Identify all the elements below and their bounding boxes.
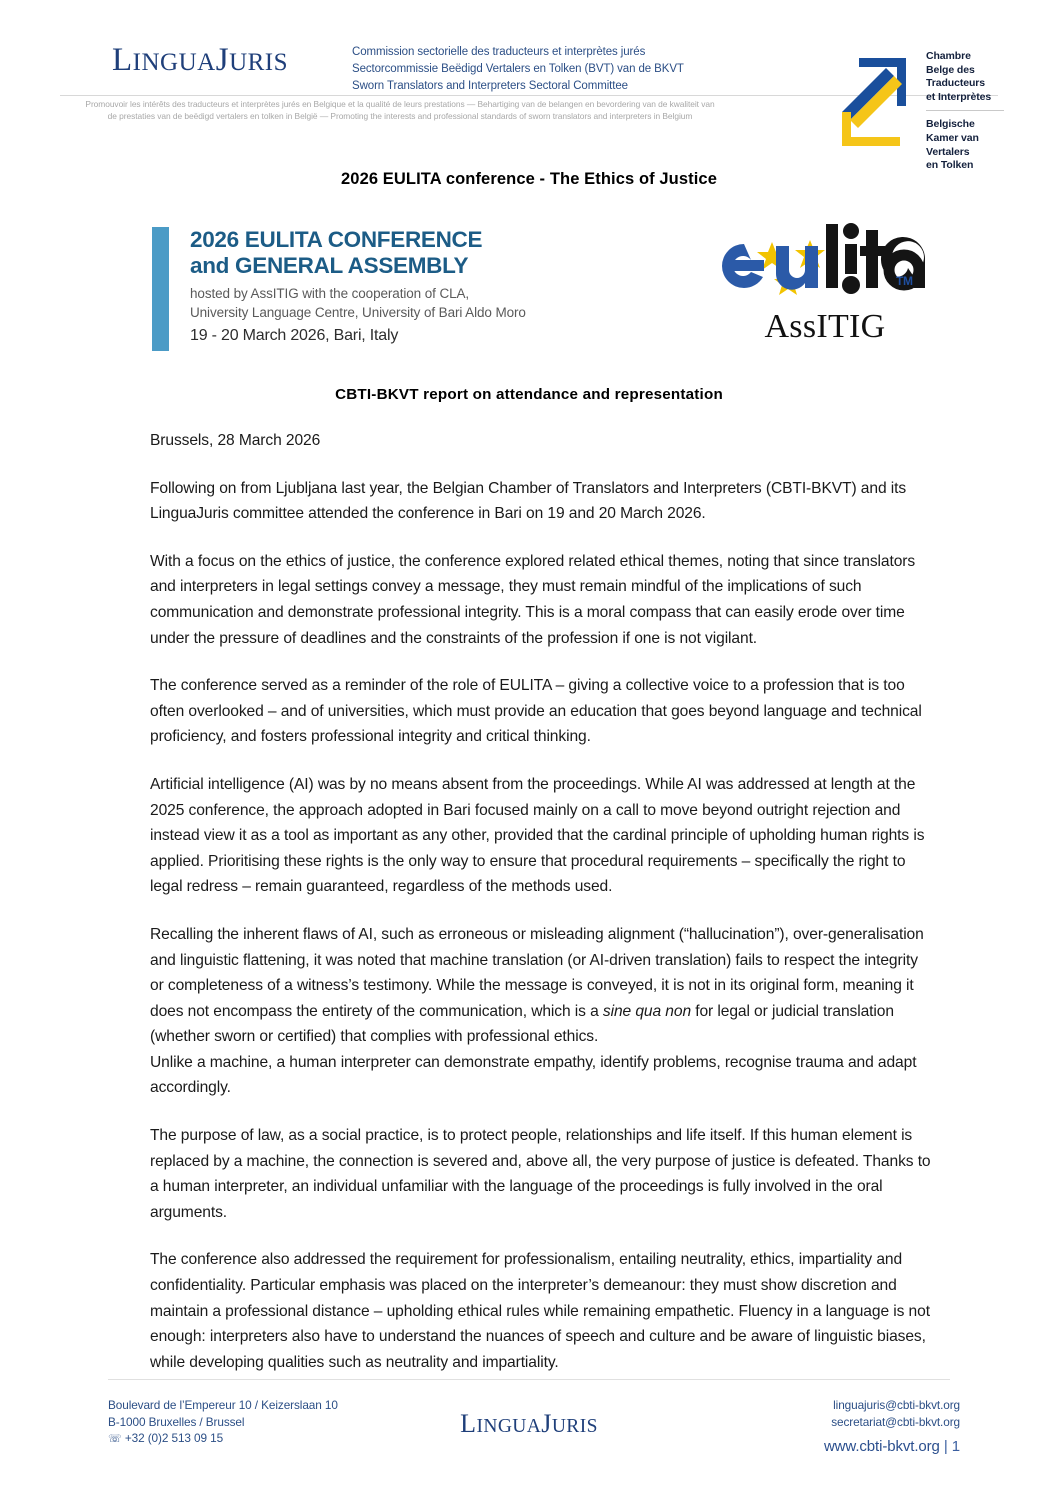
address-city: B-1000 Bruxelles / Brussel — [108, 1414, 245, 1429]
tagline-line-2: de prestaties van de beëdigd vertalers en tolken in België — Promoting the interests and professional standards of sworn translators and interpreters in Belgium — [107, 111, 693, 121]
banner-content — [190, 227, 526, 345]
footer-divider — [108, 1379, 950, 1380]
paragraph-professionalism: The conference also addressed the requirement for professionalism, entailing neutrality, ethics, impartiality and confidentiality. Particular emphasis was placed on the interpreter’s demeanour: they must show discretion and maintain a professional distance – upholding ethical rules while remaining empathetic. Fluency in a language is not enough: interpreters also have to understand the nuances of speech and culture and be aware of linguistic biases, while developing qualities such as neutrality and impartiality. — [150, 1251, 930, 1371]
email-linguajuris[interactable]: linguajuris@cbti-bkvt.org — [833, 1398, 960, 1412]
linguajuris-logo: LINGUAJURIS — [112, 42, 289, 78]
footer-linguajuris-logo: LINGUAJURIS — [460, 1409, 598, 1438]
paragraph-ai-flaws — [150, 922, 932, 1050]
cbti-fr-2: Belge des — [926, 63, 975, 76]
banner-heading-line-2: and GENERAL ASSEMBLY — [190, 253, 469, 278]
committee-names — [352, 44, 684, 95]
page-separator: | — [943, 1438, 948, 1455]
document-title: 2026 EULITA conference - The Ethics of Justice — [341, 170, 717, 188]
ai-flaws-text-1: Recalling the inherent flaws of AI, such as erroneous or misleading alignment (“hallucination”), over-generalisation and linguistic flattening, it was noted that machine translation (or AI-driven translation) fails to respect the integrity or completeness of a witness’s testimony. While the message is conveyed, it is not in its original form, meaning it does not encompass the entirety of the communication, which is a — [150, 925, 924, 1020]
paragraph-ai: Artificial intelligence (AI) was by no means absent from the proceedings. While AI was addressed at length at the 2025 conference, the approach adopted in Bari focused mainly on a call to move beyond outright rejection and instead view it as a tool as important as any other, provided that the cardinal principle of upholding human rights is applied. Prioritising these rights is the only way to ensure that procedural requirements – specifically the right to legal redress – remain guaranteed, regardless of the methods used. — [150, 775, 925, 896]
footer-website-row — [824, 1439, 960, 1456]
phone-number: +32 (0)2 513 09 15 — [124, 1431, 224, 1445]
email-secretariat[interactable]: secretariat@cbti-bkvt.org — [831, 1414, 960, 1429]
eulita-wordmark-icon — [714, 222, 929, 300]
paragraph-attendance: Following on from Ljubljana last year, the Belgian Chamber of Translators and Interpreters (CBTI-BKVT) and its LinguaJuris committee attended the conference in Bari on 19 and 20 March 2026. — [150, 479, 907, 523]
cbti-logo-divider — [926, 110, 1004, 111]
paragraph-human-interpreter: Unlike a machine, a human interpreter can demonstrate empathy, identify problems, recognise trauma and adapt accordingly. — [150, 1053, 917, 1097]
assitig-label: AssITIG — [764, 308, 886, 345]
page-number: 1 — [951, 1438, 960, 1455]
committee-name-fr: Commission sectorielle des traducteurs et interprètes jurés — [352, 46, 646, 58]
cbti-bkvt-logo — [838, 40, 1010, 172]
website-link[interactable]: www.cbti-bkvt.org — [823, 1438, 940, 1455]
dateline: Brussels, 28 March 2026 — [150, 432, 321, 449]
banner-date-location: 19 - 20 March 2026, Bari, Italy — [190, 327, 399, 344]
header-tagline — [60, 98, 740, 122]
footer-contact — [824, 1397, 960, 1456]
committee-name-nl: Sectorcommissie Beëdigd Vertalers en Tolken (BVT) van de BKVT — [352, 63, 684, 75]
tagline-line-1: Promouvoir les intérêts des traducteurs et interprètes jurés en Belgique et la qualité de leurs prestations — Behartiging van de belangen en bevordering van de kwaliteit van — [85, 99, 715, 109]
committee-name-en: Sworn Translators and Interpreters Sectoral Committee — [352, 80, 628, 92]
banner-host-line-2: University Language Centre, University of Bari Aldo Moro — [190, 304, 526, 320]
paragraph-ethics-focus: With a focus on the ethics of justice, the conference explored related ethical themes, noting that since translators and interpreters in legal settings convey a message, they must remain mindful of the implications of such communication and demonstrate professional integrity. This is a moral compass that can easily erode over time under the pressure of deadlines and the constraints of the profession if one is not vigilant. — [150, 552, 916, 647]
latin-phrase-sine-qua-non: sine qua non — [602, 1002, 692, 1020]
banner-accent-bar — [152, 227, 169, 351]
telephone-icon: ☏ — [108, 1433, 122, 1445]
report-subtitle: CBTI-BKVT report on attendance and representation — [335, 386, 723, 403]
cbti-nl-4: en Tolken — [926, 159, 974, 172]
banner-host-line-1: hosted by AssITIG with the cooperation of CLA, — [190, 286, 470, 301]
paragraph-purpose-of-law: The purpose of law, as a social practice, is to protect people, relationships and life itself. If this human element is replaced by a machine, the connection is severed and, above all, the very purpose of justice is defeated. Thanks to a human interpreter, an individual unfamiliar with the language of the proceedings is fully involved in the oral arguments. — [150, 1127, 931, 1221]
cbti-fr-3: Traducteurs — [926, 77, 986, 90]
conference-banner — [152, 227, 582, 351]
cbti-fr-1: Chambre — [926, 50, 971, 62]
cbti-nl-3: Vertalers — [926, 145, 970, 158]
cbti-logo-text — [926, 50, 1012, 173]
eulita-trademark: TM — [896, 274, 913, 288]
page-header — [0, 34, 1058, 172]
eulita-logo-block — [700, 222, 950, 367]
banner-host-info — [190, 285, 526, 322]
cbti-fr-4: et Interprètes — [926, 90, 992, 103]
address-street: Boulevard de l’Empereur 10 / Keizerslaan 10 — [108, 1398, 338, 1412]
banner-heading-line-1: 2026 EULITA CONFERENCE — [190, 227, 483, 252]
page-footer — [0, 1379, 1058, 1489]
cbti-nl-2: Kamer van — [926, 131, 979, 144]
paragraph-eulita-role: The conference served as a reminder of the role of EULITA – giving a collective voice to a profession that is too often overlooked – and of universities, which must provide an education that goes beyond language and technical proficiency, and fosters professional integrity and critical thinking. — [150, 677, 922, 746]
ai-flaws-text-2: for legal or judicial translation (whether sworn or certified) that complies with professional ethics. — [150, 1002, 894, 1046]
cbti-arrow-icon — [838, 44, 916, 156]
cbti-nl-1: Belgische — [926, 118, 975, 131]
report-body — [150, 428, 932, 1397]
